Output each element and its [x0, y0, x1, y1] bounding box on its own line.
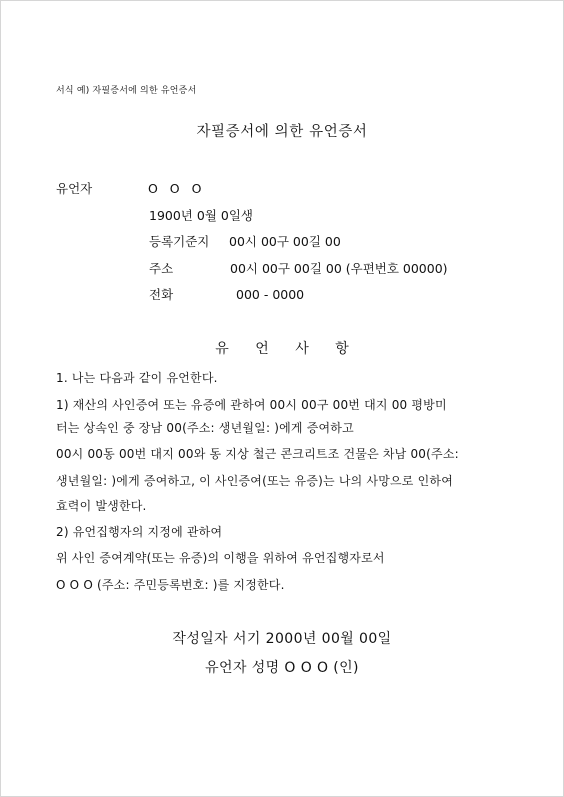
testator-birth: 1900년 0월 0일생 [149, 208, 253, 223]
testator-label: 유언자 [56, 181, 93, 196]
body-line: 2) 유언집행자의 지정에 관하여 [56, 525, 223, 539]
body-line: O O O (주소: 주민등록번호: )를 지정한다. [56, 578, 285, 592]
address-value: 00시 00구 00길 00 (우편번호 00000) [230, 261, 448, 276]
document-title: 자필증서에 의한 유언증서 [196, 124, 368, 140]
section-title: 유 언 사 항 [215, 341, 349, 357]
body-line: 터는 상속인 중 장남 00(주소: 생년월일: )에게 증여하고 [56, 421, 354, 435]
body-line: 효력이 발생한다. [56, 499, 147, 513]
address-label: 주소 [149, 261, 174, 276]
body-line: 생년월일: )에게 증여하고, 이 사인증여(또는 유증)는 나의 사망으로 인하여 [56, 474, 453, 488]
testator-name: O O O [148, 181, 206, 196]
phone-label: 전화 [149, 287, 174, 302]
body-line: 위 사인 증여계약(또는 유증)의 이행을 위하여 유언집행자로서 [56, 551, 385, 565]
signature-line: 유언자 성명 O O O (인) [205, 660, 359, 676]
body-line: 1) 재산의 사인증여 또는 유증에 관하여 00시 00구 00번 대지 00 평방미 [56, 398, 447, 412]
body-line: 1. 나는 다음과 같이 유언한다. [56, 371, 218, 385]
body-line: 00시 00동 00번 대지 00와 동 지상 철근 콘크리트조 건물은 차남 00(주소: [56, 447, 459, 461]
registration-label: 등록기준지 [149, 234, 210, 249]
form-label: 서식 예) 자필증서에 의한 유언증서 [56, 86, 197, 96]
registration-value: 00시 00구 00길 00 [229, 234, 341, 249]
date-line: 작성일자 서기 2000년 00월 00일 [172, 631, 392, 647]
phone-value: 000 - 0000 [236, 287, 305, 302]
